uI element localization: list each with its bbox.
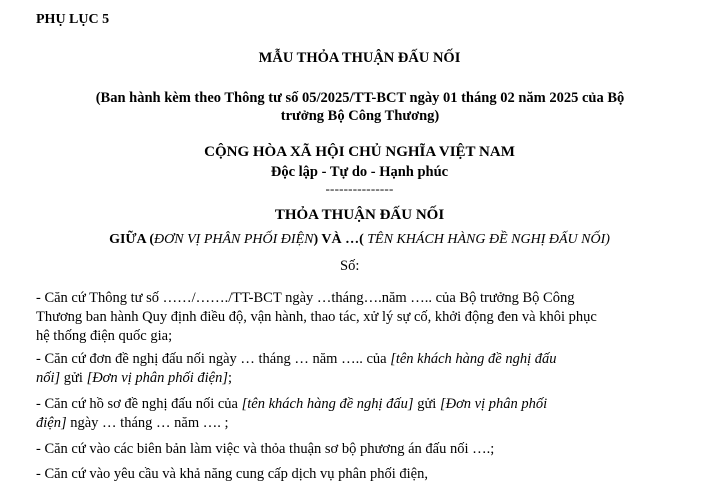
- national-motto: Độc lập - Tự do - Hạnh phúc: [270, 164, 449, 180]
- issued-note-line1: (Ban hành kèm theo Thông tư số 05/2025/TT-BCT ngày 01 tháng 02 năm 2025 của Bộ: [95, 90, 625, 106]
- national-title: CỘNG HÒA XÃ HỘI CHỦ NGHĨA VIỆT NAM: [204, 144, 515, 160]
- between-mid: ) VÀ …(: [313, 232, 364, 247]
- basis-2-text-d: gửi: [60, 370, 87, 386]
- appendix-label: PHỤ LỤC 5: [36, 12, 110, 27]
- basis-paragraph-5: - Căn cứ vào yêu cầu và khả năng cung cấp dịch vụ phân phối điện,: [36, 466, 428, 482]
- basis-paragraph-2: [36, 350, 688, 388]
- basis-paragraph-1: [36, 289, 688, 346]
- basis-1-line1: - Căn cứ Thông tư số ……/……./TT-BCT ngày …tháng….năm ….. của Bộ trưởng Bộ Công: [36, 290, 575, 306]
- basis-2-text-f: ;: [228, 370, 233, 386]
- basis-3-text-a: - Căn cứ hồ sơ đề nghị đấu nối của: [36, 396, 242, 412]
- basis-2-text-a: - Căn cứ đơn đề nghị đấu nối ngày … tháng … năm ….. của: [36, 351, 391, 367]
- basis-3-text-c: gửi: [413, 396, 440, 412]
- agreement-parties: [0, 232, 719, 248]
- basis-2-customer-cont: nối]: [36, 370, 61, 386]
- basis-3-customer: [tên khách hàng đề nghị đấu]: [241, 396, 414, 412]
- agreement-title: THỎA THUẬN ĐẤU NỐI: [274, 207, 445, 223]
- basis-3-distributor-cont: điện]: [36, 415, 67, 431]
- basis-3-text-f: ngày … tháng … năm …. ;: [66, 415, 229, 431]
- agreement-number: Số:: [340, 258, 360, 274]
- basis-1-line2: Thương ban hành Quy định điều độ, vận hành, thao tác, xử lý sự cố, khởi động đen và khôi phục: [36, 309, 597, 325]
- party-b: TÊN KHÁCH HÀNG ĐỀ NGHỊ ĐẤU NỐI): [363, 232, 610, 247]
- basis-2-distributor: [Đơn vị phân phối điện]: [86, 370, 229, 386]
- party-a: ĐƠN VỊ PHÂN PHỐI ĐIỆN: [154, 232, 314, 247]
- issued-note: [50, 89, 670, 125]
- form-title: MẪU THỎA THUẬN ĐẤU NỐI: [258, 50, 461, 66]
- between-prefix: GIỮA (: [109, 232, 155, 247]
- basis-3-distributor: [Đơn vị phân phối: [439, 396, 548, 412]
- issued-note-line2: trưởng Bộ Công Thương): [280, 108, 440, 124]
- basis-paragraph-4: - Căn cứ vào các biên bản làm việc và thỏa thuận sơ bộ phương án đấu nối ….;: [36, 441, 495, 457]
- basis-paragraph-3: [36, 395, 688, 433]
- basis-2-customer: [tên khách hàng đề nghị đấu: [390, 351, 557, 367]
- basis-1-line3: hệ thống điện quốc gia;: [36, 328, 173, 344]
- motto-separator: ---------------: [325, 181, 394, 196]
